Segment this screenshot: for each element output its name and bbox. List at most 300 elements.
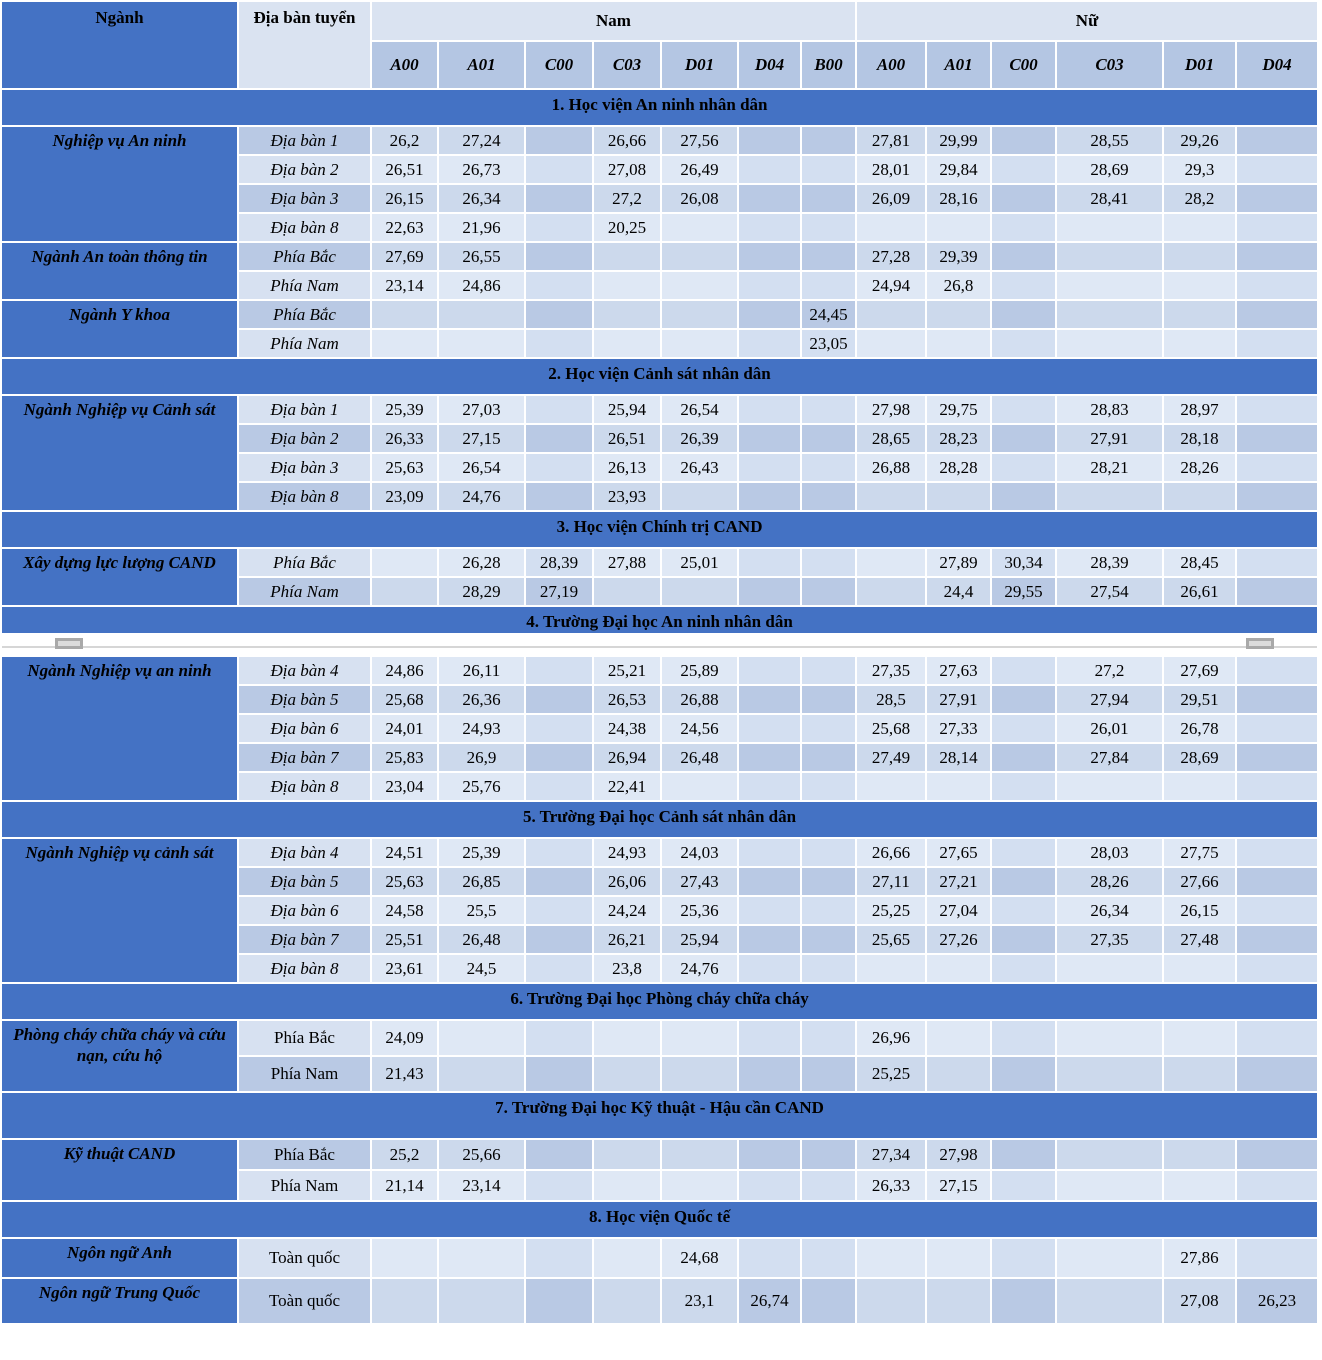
score-cell-nu-D04	[1236, 424, 1318, 453]
score-cell-nu-C03: 27,2	[1056, 656, 1163, 685]
score-cell-nu-A01	[926, 1278, 991, 1324]
score-cell-nu-C00	[991, 656, 1056, 685]
major-name-cell: Kỹ thuật CAND	[1, 1139, 238, 1201]
area-label-cell: Phía Nam	[238, 1170, 371, 1201]
section-title: 4. Trường Đại học An ninh nhân dân	[1, 606, 1318, 634]
area-label-cell: Phía Bắc	[238, 548, 371, 577]
score-cell-nam-D04	[738, 714, 801, 743]
score-cell-nam-C00	[525, 329, 593, 358]
score-cell-nu-D01	[1163, 1170, 1236, 1201]
score-cell-nam-A00: 25,63	[371, 867, 438, 896]
score-cell-nam-A01: 25,66	[438, 1139, 525, 1170]
score-cell-nam-C03: 26,66	[593, 126, 661, 155]
score-cell-nam-B00	[801, 656, 856, 685]
score-cell-nam-C03: 27,2	[593, 184, 661, 213]
block-column-header: A01	[926, 41, 991, 89]
score-cell-nu-A01: 27,65	[926, 838, 991, 867]
table-resize-handle-right[interactable]	[1246, 638, 1274, 649]
score-cell-nu-C03: 26,34	[1056, 896, 1163, 925]
score-cell-nu-D04	[1236, 656, 1318, 685]
score-cell-nu-C03	[1056, 772, 1163, 801]
score-cell-nu-C03	[1056, 329, 1163, 358]
table-row	[1, 126, 1318, 155]
score-cell-nam-D04	[738, 482, 801, 511]
score-cell-nam-C03	[593, 577, 661, 606]
score-cell-nam-B00: 23,05	[801, 329, 856, 358]
score-cell-nu-C00	[991, 329, 1056, 358]
score-cell-nam-D01	[661, 1139, 738, 1170]
score-cell-nu-D01: 27,48	[1163, 925, 1236, 954]
score-cell-nam-A01: 21,96	[438, 213, 525, 242]
score-cell-nu-D04	[1236, 838, 1318, 867]
score-cell-nu-A00	[856, 300, 926, 329]
area-label-cell: Địa bàn 7	[238, 925, 371, 954]
score-cell-nam-B00	[801, 714, 856, 743]
score-cell-nu-C03: 27,54	[1056, 577, 1163, 606]
score-cell-nam-D01	[661, 1020, 738, 1056]
area-label-cell: Địa bàn 8	[238, 482, 371, 511]
score-cell-nam-D04	[738, 271, 801, 300]
score-cell-nam-C00	[525, 155, 593, 184]
score-cell-nu-D01	[1163, 482, 1236, 511]
area-label-cell: Phía Nam	[238, 271, 371, 300]
score-cell-nu-D04	[1236, 242, 1318, 271]
score-cell-nu-A00	[856, 772, 926, 801]
score-cell-nu-C00	[991, 453, 1056, 482]
score-cell-nam-C00	[525, 1278, 593, 1324]
score-cell-nu-D01: 27,08	[1163, 1278, 1236, 1324]
score-cell-nu-C00	[991, 896, 1056, 925]
area-label-cell: Địa bàn 5	[238, 685, 371, 714]
score-cell-nam-A00: 26,2	[371, 126, 438, 155]
major-name-cell: Ngành Y khoa	[1, 300, 238, 358]
score-cell-nu-A00: 25,25	[856, 1056, 926, 1092]
area-label-cell: Địa bàn 4	[238, 838, 371, 867]
section-row	[1, 1201, 1318, 1238]
block-column-header: C03	[593, 41, 661, 89]
area-label-cell: Phía Bắc	[238, 242, 371, 271]
score-cell-nam-B00	[801, 482, 856, 511]
score-cell-nu-D01	[1163, 300, 1236, 329]
score-cell-nu-A01	[926, 1056, 991, 1092]
score-cell-nam-D04	[738, 126, 801, 155]
score-cell-nu-A00	[856, 577, 926, 606]
score-cell-nam-D04	[738, 743, 801, 772]
score-cell-nam-D01	[661, 1056, 738, 1092]
score-cell-nu-C03: 27,35	[1056, 925, 1163, 954]
score-cell-nu-D04	[1236, 1056, 1318, 1092]
score-cell-nam-C03: 25,21	[593, 656, 661, 685]
score-cell-nam-C00	[525, 184, 593, 213]
score-cell-nu-A00: 27,11	[856, 867, 926, 896]
score-cell-nam-B00	[801, 772, 856, 801]
score-cell-nu-D04	[1236, 685, 1318, 714]
score-cell-nu-D04	[1236, 896, 1318, 925]
score-cell-nu-D04	[1236, 395, 1318, 424]
score-cell-nam-D04	[738, 1238, 801, 1278]
block-column-header: A00	[371, 41, 438, 89]
score-cell-nam-A01: 26,28	[438, 548, 525, 577]
table-row	[1, 300, 1318, 329]
score-cell-nu-C03: 28,39	[1056, 548, 1163, 577]
score-cell-nam-D04	[738, 577, 801, 606]
score-cell-nu-A01: 27,33	[926, 714, 991, 743]
score-cell-nu-A00	[856, 1278, 926, 1324]
score-cell-nu-C00	[991, 1238, 1056, 1278]
score-cell-nam-A01: 26,54	[438, 453, 525, 482]
score-cell-nam-C03: 26,94	[593, 743, 661, 772]
score-cell-nu-D04	[1236, 482, 1318, 511]
score-cell-nu-D04	[1236, 300, 1318, 329]
score-cell-nam-C03: 26,53	[593, 685, 661, 714]
score-cell-nu-A00	[856, 1238, 926, 1278]
table-row	[1, 1139, 1318, 1170]
score-cell-nu-A00: 25,25	[856, 896, 926, 925]
score-cell-nam-D04	[738, 1056, 801, 1092]
score-cell-nu-D04	[1236, 1139, 1318, 1170]
section-row	[1, 983, 1318, 1020]
score-cell-nam-D04	[738, 772, 801, 801]
score-cell-nu-C03: 28,69	[1056, 155, 1163, 184]
score-cell-nam-A01: 26,36	[438, 685, 525, 714]
score-cell-nu-A01: 27,63	[926, 656, 991, 685]
score-cell-nam-D01	[661, 242, 738, 271]
block-column-header: C03	[1056, 41, 1163, 89]
score-cell-nam-B00	[801, 453, 856, 482]
score-cell-nu-A00: 25,65	[856, 925, 926, 954]
major-name-cell: Ngành Nghiệp vụ Cảnh sát	[1, 395, 238, 511]
score-cell-nu-D04	[1236, 184, 1318, 213]
score-cell-nu-D04	[1236, 743, 1318, 772]
score-cell-nu-A00: 24,94	[856, 271, 926, 300]
score-cell-nam-A00: 25,51	[371, 925, 438, 954]
score-cell-nu-D01: 26,78	[1163, 714, 1236, 743]
score-cell-nu-D01	[1163, 329, 1236, 358]
score-cell-nam-A00: 25,83	[371, 743, 438, 772]
block-column-header: B00	[801, 41, 856, 89]
score-cell-nu-C00	[991, 954, 1056, 983]
score-cell-nam-C03	[593, 1170, 661, 1201]
score-cell-nu-C03: 28,41	[1056, 184, 1163, 213]
score-cell-nu-C00	[991, 213, 1056, 242]
score-cell-nu-D04	[1236, 1238, 1318, 1278]
score-cell-nam-B00	[801, 1020, 856, 1056]
section-title: 1. Học viện An ninh nhân dân	[1, 89, 1318, 126]
area-label-cell: Địa bàn 8	[238, 772, 371, 801]
page-break-band	[1, 634, 1318, 656]
score-cell-nam-A01	[438, 1020, 525, 1056]
major-name-cell: Nghiệp vụ An ninh	[1, 126, 238, 242]
score-cell-nam-B00	[801, 424, 856, 453]
score-cell-nam-A01: 23,14	[438, 1170, 525, 1201]
score-cell-nu-C00	[991, 925, 1056, 954]
section-row	[1, 358, 1318, 395]
score-cell-nu-C03	[1056, 300, 1163, 329]
score-cell-nam-C03: 24,38	[593, 714, 661, 743]
score-cell-nam-D01: 25,01	[661, 548, 738, 577]
score-cell-nu-C03: 28,21	[1056, 453, 1163, 482]
score-cell-nam-C03: 22,41	[593, 772, 661, 801]
column-header-nganh: Ngành	[1, 1, 238, 89]
score-cell-nam-C03: 24,93	[593, 838, 661, 867]
section-title: 6. Trường Đại học Phòng cháy chữa cháy	[1, 983, 1318, 1020]
score-cell-nam-D01: 27,43	[661, 867, 738, 896]
table-row	[1, 838, 1318, 867]
score-cell-nu-A01: 27,26	[926, 925, 991, 954]
score-cell-nu-A00	[856, 954, 926, 983]
score-cell-nu-C00	[991, 1170, 1056, 1201]
score-cell-nu-C03	[1056, 1238, 1163, 1278]
major-name-cell: Ngôn ngữ Trung Quốc	[1, 1278, 238, 1324]
score-cell-nam-D04	[738, 867, 801, 896]
score-cell-nam-D04	[738, 954, 801, 983]
score-cell-nu-C00	[991, 395, 1056, 424]
score-cell-nam-A00: 23,61	[371, 954, 438, 983]
score-cell-nam-A00: 26,15	[371, 184, 438, 213]
score-cell-nam-B00	[801, 126, 856, 155]
score-cell-nam-D01: 26,08	[661, 184, 738, 213]
score-cell-nam-D01: 25,94	[661, 925, 738, 954]
area-label-cell: Phía Bắc	[238, 1139, 371, 1170]
score-cell-nam-A00	[371, 577, 438, 606]
score-cell-nu-C03	[1056, 1056, 1163, 1092]
score-cell-nam-C00	[525, 954, 593, 983]
table-resize-handle-left[interactable]	[55, 638, 83, 649]
score-cell-nu-D01: 28,26	[1163, 453, 1236, 482]
page-break-row	[1, 634, 1318, 656]
score-cell-nu-C03: 27,84	[1056, 743, 1163, 772]
section-title: 7. Trường Đại học Kỹ thuật - Hậu cần CAND	[1, 1092, 1318, 1139]
major-name-cell: Ngành Nghiệp vụ an ninh	[1, 656, 238, 801]
score-cell-nam-A00: 23,14	[371, 271, 438, 300]
score-cell-nam-C00	[525, 1020, 593, 1056]
score-cell-nu-C00	[991, 424, 1056, 453]
score-cell-nam-D01: 24,68	[661, 1238, 738, 1278]
table-row	[1, 1020, 1318, 1056]
score-cell-nam-D01: 24,03	[661, 838, 738, 867]
score-cell-nu-D01: 28,2	[1163, 184, 1236, 213]
score-cell-nam-B00	[801, 271, 856, 300]
area-label-cell: Địa bàn 3	[238, 453, 371, 482]
score-cell-nu-C03: 26,01	[1056, 714, 1163, 743]
score-cell-nam-B00	[801, 577, 856, 606]
score-cell-nu-D04	[1236, 548, 1318, 577]
score-cell-nu-C00	[991, 482, 1056, 511]
area-label-cell: Địa bàn 4	[238, 656, 371, 685]
group-header-nu: Nữ	[856, 1, 1318, 41]
score-cell-nam-C00	[525, 453, 593, 482]
score-cell-nam-A01: 26,11	[438, 656, 525, 685]
score-cell-nu-C03: 27,91	[1056, 424, 1163, 453]
major-name-cell: Xây dựng lực lượng CAND	[1, 548, 238, 606]
table-row	[1, 1238, 1318, 1278]
score-cell-nam-D04	[738, 329, 801, 358]
score-cell-nam-A01: 28,29	[438, 577, 525, 606]
score-cell-nam-A00: 27,69	[371, 242, 438, 271]
score-cell-nam-B00	[801, 1170, 856, 1201]
score-cell-nam-D04	[738, 424, 801, 453]
score-cell-nam-C00	[525, 300, 593, 329]
score-cell-nam-A00: 24,86	[371, 656, 438, 685]
score-cell-nam-D04	[738, 685, 801, 714]
score-cell-nam-B00	[801, 867, 856, 896]
score-cell-nu-D01: 28,69	[1163, 743, 1236, 772]
score-cell-nam-C00	[525, 482, 593, 511]
score-cell-nam-B00	[801, 685, 856, 714]
score-cell-nu-A01: 29,84	[926, 155, 991, 184]
score-cell-nu-C03	[1056, 242, 1163, 271]
score-cell-nam-A00: 22,63	[371, 213, 438, 242]
area-label-cell: Địa bàn 1	[238, 395, 371, 424]
score-cell-nam-C03: 23,8	[593, 954, 661, 983]
score-cell-nam-D01	[661, 300, 738, 329]
score-cell-nu-A01: 27,89	[926, 548, 991, 577]
score-cell-nu-A00: 26,33	[856, 1170, 926, 1201]
score-cell-nu-A01: 24,4	[926, 577, 991, 606]
score-cell-nu-A00	[856, 213, 926, 242]
score-cell-nu-A01: 28,16	[926, 184, 991, 213]
score-cell-nam-D01: 27,56	[661, 126, 738, 155]
score-cell-nu-A01	[926, 329, 991, 358]
score-cell-nam-B00	[801, 395, 856, 424]
score-cell-nu-C03: 28,26	[1056, 867, 1163, 896]
score-cell-nam-B00	[801, 896, 856, 925]
score-cell-nam-D01	[661, 772, 738, 801]
score-cell-nu-D01	[1163, 1020, 1236, 1056]
score-cell-nu-A00: 26,88	[856, 453, 926, 482]
score-cell-nam-B00	[801, 155, 856, 184]
area-label-cell: Địa bàn 6	[238, 714, 371, 743]
score-cell-nam-A00: 26,33	[371, 424, 438, 453]
score-cell-nam-A01	[438, 1278, 525, 1324]
area-label-cell: Toàn quốc	[238, 1238, 371, 1278]
block-column-header: D01	[1163, 41, 1236, 89]
score-cell-nu-A00: 25,68	[856, 714, 926, 743]
score-cell-nu-C00	[991, 714, 1056, 743]
score-cell-nam-D04	[738, 155, 801, 184]
score-cell-nam-C03	[593, 300, 661, 329]
score-cell-nam-D01: 26,54	[661, 395, 738, 424]
score-cell-nam-D01	[661, 271, 738, 300]
score-cell-nu-D04	[1236, 772, 1318, 801]
score-cell-nam-D01: 23,1	[661, 1278, 738, 1324]
score-cell-nam-D04	[738, 1020, 801, 1056]
score-cell-nam-C00	[525, 743, 593, 772]
score-cell-nu-A00: 27,81	[856, 126, 926, 155]
score-cell-nam-C03: 24,24	[593, 896, 661, 925]
score-cell-nam-A00: 25,63	[371, 453, 438, 482]
section-title: 5. Trường Đại học Cảnh sát nhân dân	[1, 801, 1318, 838]
score-cell-nam-D04	[738, 300, 801, 329]
score-cell-nu-C00	[991, 271, 1056, 300]
score-cell-nam-C03: 20,25	[593, 213, 661, 242]
score-cell-nu-A01	[926, 482, 991, 511]
score-cell-nam-D01: 24,76	[661, 954, 738, 983]
score-cell-nam-D04	[738, 395, 801, 424]
score-cell-nam-D01: 26,88	[661, 685, 738, 714]
score-cell-nu-C00	[991, 1139, 1056, 1170]
score-cell-nu-A00: 28,01	[856, 155, 926, 184]
score-cell-nu-D01: 27,75	[1163, 838, 1236, 867]
score-cell-nu-D01	[1163, 772, 1236, 801]
score-cell-nam-A00: 25,68	[371, 685, 438, 714]
area-label-cell: Địa bàn 8	[238, 213, 371, 242]
score-cell-nam-C00	[525, 213, 593, 242]
score-cell-nu-A00: 27,34	[856, 1139, 926, 1170]
score-cell-nu-C00	[991, 743, 1056, 772]
score-cell-nam-C03	[593, 1139, 661, 1170]
score-cell-nam-B00	[801, 954, 856, 983]
score-cell-nam-C03: 23,93	[593, 482, 661, 511]
score-cell-nam-D04	[738, 184, 801, 213]
score-cell-nam-C03: 26,13	[593, 453, 661, 482]
score-cell-nu-A01: 28,28	[926, 453, 991, 482]
score-cell-nam-C00: 28,39	[525, 548, 593, 577]
score-cell-nam-C00	[525, 395, 593, 424]
score-cell-nu-A00: 26,96	[856, 1020, 926, 1056]
score-cell-nu-C03: 28,03	[1056, 838, 1163, 867]
score-cell-nam-A01	[438, 329, 525, 358]
page-break-line	[2, 646, 1318, 648]
score-cell-nam-D04: 26,74	[738, 1278, 801, 1324]
score-cell-nam-A00: 21,43	[371, 1056, 438, 1092]
score-cell-nam-A00: 23,09	[371, 482, 438, 511]
score-cell-nu-D04	[1236, 453, 1318, 482]
score-cell-nu-A01	[926, 1020, 991, 1056]
score-cell-nam-D04	[738, 453, 801, 482]
score-cell-nam-A00: 24,09	[371, 1020, 438, 1056]
score-cell-nam-A01	[438, 1056, 525, 1092]
score-cell-nu-C00	[991, 1278, 1056, 1324]
score-cell-nam-B00	[801, 213, 856, 242]
score-cell-nu-C03	[1056, 1139, 1163, 1170]
area-label-cell: Phía Bắc	[238, 1020, 371, 1056]
score-cell-nam-C03	[593, 1020, 661, 1056]
table-row	[1, 656, 1318, 685]
score-cell-nam-C00	[525, 772, 593, 801]
score-cell-nu-A00: 26,66	[856, 838, 926, 867]
score-cell-nam-A01: 24,93	[438, 714, 525, 743]
score-cell-nu-C00	[991, 772, 1056, 801]
score-cell-nam-C00	[525, 925, 593, 954]
score-cell-nam-A00: 21,14	[371, 1170, 438, 1201]
score-cell-nu-A01: 27,15	[926, 1170, 991, 1201]
score-cell-nam-C00	[525, 242, 593, 271]
score-cell-nam-C00	[525, 1170, 593, 1201]
score-cell-nam-C00	[525, 126, 593, 155]
score-cell-nu-C03	[1056, 213, 1163, 242]
score-cell-nam-B00	[801, 548, 856, 577]
major-name-cell: Phòng cháy chữa cháy và cứu nạn, cứu hộ	[1, 1020, 238, 1092]
score-cell-nu-D04	[1236, 867, 1318, 896]
score-cell-nu-A01: 28,23	[926, 424, 991, 453]
score-cell-nam-A01: 26,9	[438, 743, 525, 772]
score-cell-nam-C00	[525, 1139, 593, 1170]
score-cell-nam-B00: 24,45	[801, 300, 856, 329]
area-label-cell: Toàn quốc	[238, 1278, 371, 1324]
area-label-cell: Địa bàn 2	[238, 155, 371, 184]
score-cell-nam-A00	[371, 329, 438, 358]
score-cell-nam-C00	[525, 685, 593, 714]
score-cell-nam-A01: 26,48	[438, 925, 525, 954]
score-cell-nu-C03	[1056, 1170, 1163, 1201]
area-label-cell: Phía Bắc	[238, 300, 371, 329]
score-cell-nam-D01	[661, 482, 738, 511]
score-cell-nu-C03	[1056, 1278, 1163, 1324]
score-cell-nu-C03: 28,55	[1056, 126, 1163, 155]
score-cell-nu-A00: 26,09	[856, 184, 926, 213]
score-cell-nam-C03	[593, 329, 661, 358]
